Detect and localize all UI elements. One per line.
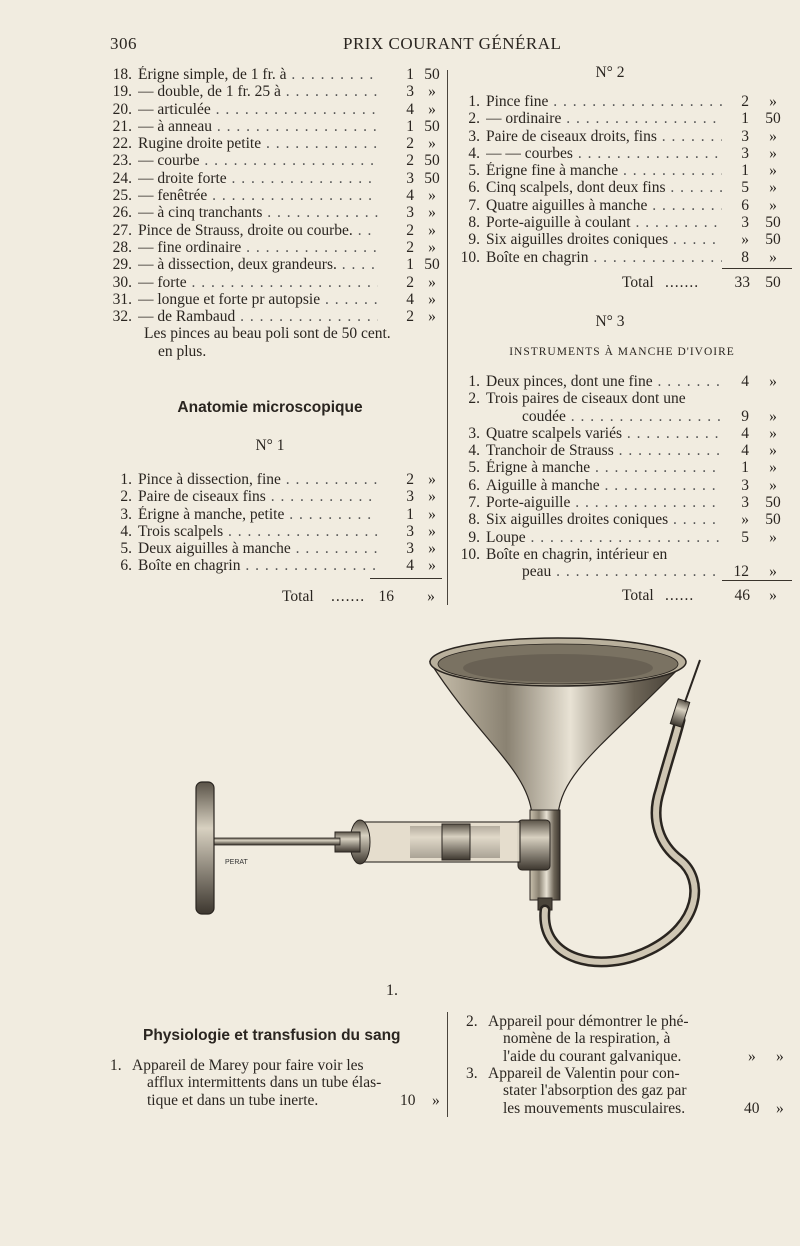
total-cents: » (427, 588, 435, 605)
list-item (452, 390, 792, 407)
item-price-francs: » (741, 511, 749, 529)
item-number: 4. (120, 522, 132, 540)
total-label: Total (622, 587, 654, 604)
list-item (452, 373, 792, 390)
item-number: 3. (468, 127, 480, 145)
item-label: Tranchoir de Strauss . . . (486, 442, 722, 459)
item-price-cents: 50 (424, 66, 440, 83)
item-price-francs: 5 (741, 528, 749, 546)
list-item (104, 152, 442, 169)
pinces-note-cont: en plus. (158, 342, 207, 360)
item-label: Porte-aiguille . . . (486, 494, 722, 511)
item-price-francs: 2 (406, 308, 414, 326)
item-price-cents: » (769, 528, 777, 546)
item-price-francs: 2 (406, 221, 414, 239)
list-item (104, 256, 442, 273)
item-price-cents: » (769, 248, 777, 266)
item-price-cents: » (769, 127, 777, 145)
item-label: Paire de ciseaux droits, fins . . . (486, 128, 722, 145)
item-label: — courbe . . . (138, 152, 378, 169)
total-francs: 46 (734, 587, 750, 604)
marey-apparatus-illustration (180, 630, 720, 970)
item-price-cents: 50 (424, 256, 440, 274)
list-item (452, 231, 792, 248)
item-label: — à dissection, deux grandeurs. . . . (138, 256, 378, 273)
list-item (104, 204, 442, 221)
list-item (104, 471, 442, 488)
no2-total-rule (722, 268, 792, 269)
item-price-francs: 2 (406, 135, 414, 153)
list-item (452, 459, 792, 476)
item-price-francs: » (741, 231, 749, 249)
list-item (452, 110, 792, 127)
item-price-francs: 4 (741, 424, 749, 442)
item-label: — ordinaire . . . (486, 110, 722, 127)
item-price-cents: » (428, 100, 436, 118)
list-item (452, 93, 792, 110)
item-price-francs: 9 (741, 407, 749, 425)
item-label: Six aiguilles droites coniques . . . (486, 511, 722, 528)
item-number: 27. (112, 221, 132, 239)
no1-total-rule (370, 578, 442, 579)
page-number: 306 (110, 34, 137, 53)
no1-heading: N° 1 (255, 437, 285, 454)
item-price-francs: 3 (741, 476, 749, 494)
item-price-cents: » (769, 93, 777, 110)
item-number: 18. (112, 66, 132, 83)
item-price-francs: 4 (741, 442, 749, 460)
item-number: 5. (468, 162, 480, 180)
item-price-francs: 3 (406, 83, 414, 101)
item-label: — droite forte . . . (138, 170, 378, 187)
item-price-cents: » (428, 540, 436, 558)
no2-heading: N° 2 (595, 64, 625, 81)
item-price-cents: » (769, 476, 777, 494)
item-price-francs: 4 (406, 557, 414, 575)
list-item (104, 291, 442, 308)
item-label: Boîte en chagrin, intérieur en (486, 545, 668, 563)
item-price-cents: 50 (765, 511, 781, 529)
item-number: 4. (468, 144, 480, 162)
item-price-cents: » (769, 407, 777, 425)
item-label: Quatre aiguilles à manche . . . (486, 197, 722, 214)
item-price-cents: 50 (765, 214, 781, 232)
list-item (452, 197, 792, 214)
item-number: 3. (468, 424, 480, 442)
list-item (452, 425, 792, 442)
list-item (452, 529, 792, 546)
total-cents: 50 (765, 274, 781, 291)
list-item (104, 506, 442, 523)
item-price-francs: 2 (406, 471, 414, 488)
item-label: Six aiguilles droites coniques . . . (486, 231, 722, 248)
item-price-cents: » (428, 187, 436, 205)
item-price-francs: 3 (406, 169, 414, 187)
item-number: 21. (112, 117, 132, 135)
page-header (0, 34, 800, 56)
item-price-cents: 50 (424, 152, 440, 170)
list-item (104, 118, 442, 135)
item-price-cents: 50 (424, 169, 440, 187)
item-number: 6. (468, 476, 480, 494)
item-price-cents: » (428, 290, 436, 308)
item-number: 19. (112, 83, 132, 101)
item-price-cents: » (769, 144, 777, 162)
item-label-cont: coudée . . . (522, 408, 722, 425)
item-label: — forte . . . (138, 274, 378, 291)
column-divider-bottom (447, 1012, 448, 1117)
list-item (104, 222, 442, 239)
item-price-cents: » (769, 424, 777, 442)
item-price-cents: » (769, 373, 777, 390)
left-top-list (104, 66, 442, 360)
item-number: 31. (112, 290, 132, 308)
figure-number: 1. (386, 982, 398, 999)
item-price-cents: » (428, 522, 436, 540)
item-number: 2. (468, 110, 480, 128)
item-number: 26. (112, 204, 132, 222)
item-number: 8. (468, 214, 480, 232)
item-label: Pince fine . . . (486, 93, 722, 110)
item-label: Érigne fine à manche . . . (486, 162, 722, 179)
item-number: 1. (120, 471, 132, 488)
total-label: Total (622, 274, 654, 291)
item-label: Loupe . . . (486, 529, 722, 546)
item-number: 29. (112, 256, 132, 274)
list-item (104, 170, 442, 187)
item-price-francs: 1 (406, 256, 414, 274)
list-item (104, 187, 442, 204)
item-price-cents: » (428, 135, 436, 153)
item-number: 3. (120, 505, 132, 523)
item-price-francs: 8 (741, 248, 749, 266)
item-price-cents: » (428, 471, 436, 488)
item-number: 4. (468, 442, 480, 460)
item-price-francs: 3 (406, 204, 414, 222)
column-divider-top (447, 70, 448, 605)
item-number: 5. (120, 540, 132, 558)
list-item (104, 239, 442, 256)
item-price-cents: » (428, 557, 436, 575)
item-price-cents: » (428, 221, 436, 239)
item-label: — à anneau . . . (138, 118, 378, 135)
list-item (104, 83, 442, 100)
item-number: 9. (468, 231, 480, 249)
item-label: Érigne simple, de 1 fr. à . . . (138, 66, 378, 83)
item-price-cents: » (769, 563, 777, 581)
physiologie-heading: Physiologie et transfusion du sang (143, 1027, 401, 1044)
item-number: 7. (468, 494, 480, 512)
item-label: Pince à dissection, fine . . . (138, 471, 378, 488)
list-item (452, 249, 792, 266)
item-price-cents: » (428, 505, 436, 523)
item-label: — à cinq tranchants . . . (138, 204, 378, 221)
item-price-francs: 1 (741, 162, 749, 180)
list-item (104, 523, 442, 540)
item-number: 6. (468, 179, 480, 197)
item-price-cents: » (428, 204, 436, 222)
item-number: 28. (112, 238, 132, 256)
item-price-francs: 4 (741, 373, 749, 390)
item-number: 7. (468, 196, 480, 214)
item-price-francs: 1 (406, 505, 414, 523)
item-price-cents: » (428, 308, 436, 326)
item-price-francs: 5 (741, 179, 749, 197)
item-label-cont: peau . . . (522, 563, 722, 580)
item-label: Pince de Strauss, droite ou courbe. . . . (138, 222, 378, 239)
item-price-francs: 3 (741, 144, 749, 162)
item-number: 25. (112, 187, 132, 205)
list-item (104, 135, 442, 152)
item-label: — — courbes . . . (486, 145, 722, 162)
list-item (104, 540, 442, 557)
item-number: 6. (120, 557, 132, 575)
total-francs: 33 (734, 274, 750, 291)
item-label: Cinq scalpels, dont deux fins . . . (486, 179, 722, 196)
item-number: 30. (112, 273, 132, 291)
list-item (104, 274, 442, 291)
list-item (452, 162, 792, 179)
item-price-cents: » (428, 238, 436, 256)
no3-subheading: INSTRUMENTS À MANCHE D'IVOIRE (509, 346, 735, 358)
item-label: Trois scalpels . . . (138, 523, 378, 540)
item-label: Paire de ciseaux fins . . . (138, 488, 378, 505)
item-number: 2. (120, 488, 132, 506)
item-number: 23. (112, 152, 132, 170)
list-item (104, 308, 442, 325)
item-number: 8. (468, 511, 480, 529)
item-price-francs: 3 (741, 494, 749, 512)
item-number: 5. (468, 459, 480, 477)
item-label: Trois paires de ciseaux dont une (486, 390, 686, 408)
item-label: Boîte en chagrin . . . (486, 249, 722, 266)
item-label: Deux aiguilles à manche . . . (138, 540, 378, 557)
item-price-cents: 50 (765, 231, 781, 249)
item-label: Érigne à manche . . . (486, 459, 722, 476)
item-label: — fenêtrée . . . (138, 187, 378, 204)
item-price-francs: 2 (406, 152, 414, 170)
item-price-cents: » (769, 459, 777, 477)
no2-list (452, 93, 792, 266)
item-label: Boîte en chagrin . . . (138, 557, 378, 574)
item-price-francs: 4 (406, 290, 414, 308)
total-cents: » (769, 587, 777, 604)
item-price-francs: 3 (406, 488, 414, 506)
item-number: 24. (112, 169, 132, 187)
list-item (452, 494, 792, 511)
item-label: Aiguille à manche . . . (486, 477, 722, 494)
item-number: 2. (468, 390, 480, 408)
list-item (452, 128, 792, 145)
item-number: 20. (112, 100, 132, 118)
item-price-cents: » (428, 83, 436, 101)
item-number: 32. (112, 308, 132, 326)
list-item (452, 179, 792, 196)
no1-list (104, 471, 442, 575)
item-label: Érigne à manche, petite . . . (138, 506, 378, 523)
item-price-cents: 50 (765, 110, 781, 128)
item-price-francs: 3 (406, 540, 414, 558)
item-price-cents: 50 (424, 117, 440, 135)
list-item (452, 477, 792, 494)
item-price-francs: 1 (741, 110, 749, 128)
item-price-francs: 3 (741, 127, 749, 145)
item-label: Porte-aiguille à coulant . . . (486, 214, 722, 231)
item-label: Deux pinces, dont une fine . . . (486, 373, 722, 390)
item-number: 10. (460, 545, 480, 563)
list-item (452, 145, 792, 162)
item-label: — double, de 1 fr. 25 à . . . (138, 83, 378, 100)
list-item (104, 557, 442, 574)
no3-heading: N° 3 (595, 313, 625, 330)
item-number: 1. (468, 373, 480, 390)
item-price-francs: 3 (406, 522, 414, 540)
item-label: Rugine droite petite . . . (138, 135, 378, 152)
list-item (104, 66, 442, 83)
item-price-francs: 2 (741, 93, 749, 110)
item-price-cents: » (428, 273, 436, 291)
item-price-francs: 6 (741, 196, 749, 214)
item-price-cents: » (769, 162, 777, 180)
no3-total-rule (722, 580, 792, 581)
list-item (452, 214, 792, 231)
item-price-cents: » (769, 442, 777, 460)
item-number: 22. (112, 135, 132, 153)
item-price-francs: 3 (741, 214, 749, 232)
item-price-francs: 4 (406, 100, 414, 118)
item-number: 10. (460, 248, 480, 266)
item-label: Quatre scalpels variés . . . (486, 425, 722, 442)
list-item (452, 442, 792, 459)
item-price-francs: 2 (406, 238, 414, 256)
list-item (104, 488, 442, 505)
list-item (452, 546, 792, 563)
item-price-cents: » (769, 196, 777, 214)
item-label: — articulée . . . (138, 101, 378, 118)
no1-total: Total ....... 16 » (104, 588, 442, 605)
item-price-cents: 50 (765, 494, 781, 512)
physiologie-item-1: 1. Appareil de Marey pour faire voir les afflux intermittents dans un tube élas- tique et dans un tube inerte. 10 » (110, 1057, 440, 1109)
item-price-francs: 2 (406, 273, 414, 291)
no3-total: Total ...... 46 » (452, 587, 792, 604)
total-francs: 16 (378, 588, 394, 605)
physiologie-item-2: 2. Appareil pour démontrer le phé- nomène de la respiration, à l'aide du courant galvanique. » » (466, 1013, 784, 1065)
item-label: — fine ordinaire . . . (138, 239, 378, 256)
item-price-francs: 1 (406, 66, 414, 83)
item-price-francs: 1 (741, 459, 749, 477)
list-item (104, 101, 442, 118)
item-label: — longue et forte pr autopsie . . . (138, 291, 378, 308)
item-price-francs: 4 (406, 187, 414, 205)
no3-list (452, 373, 792, 581)
physiologie-item-3: 3. Appareil de Valentin pour con- stater l'absorption des gaz par les mouvements musculaires. 40 » (466, 1065, 784, 1117)
item-price-francs: 12 (733, 563, 749, 581)
item-price-cents: » (428, 488, 436, 506)
list-item (452, 511, 792, 528)
no2-total: Total ....... 33 50 (452, 274, 792, 291)
total-label: Total (282, 588, 314, 605)
list-item-continuation (452, 563, 792, 580)
item-label: — de Rambaud . . . (138, 308, 378, 325)
item-number: 1. (468, 93, 480, 110)
anatomie-heading: Anatomie microscopique (177, 399, 363, 416)
list-item-continuation (452, 408, 792, 425)
page-title: PRIX COURANT GÉNÉRAL (343, 34, 562, 53)
item-price-cents: » (769, 179, 777, 197)
pinces-note: Les pinces au beau poli sont de 50 cent. (144, 325, 391, 343)
item-price-francs: 1 (406, 117, 414, 135)
item-number: 9. (468, 528, 480, 546)
engraver-signature: PERAT (225, 859, 248, 866)
